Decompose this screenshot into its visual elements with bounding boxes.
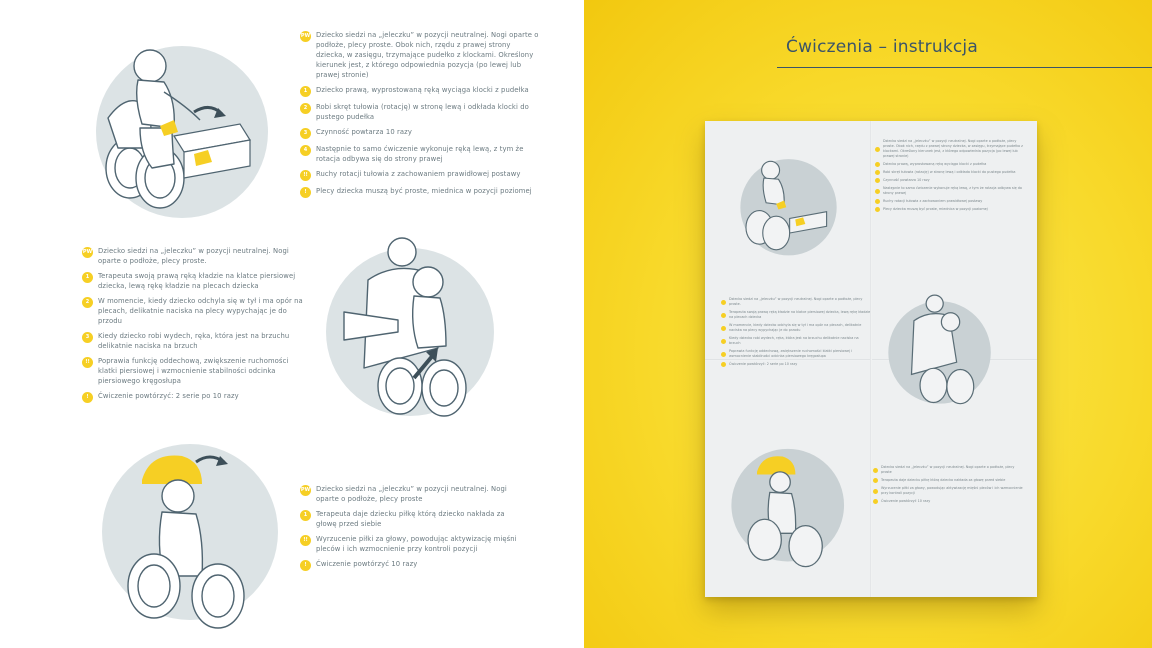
mini-badge — [721, 326, 726, 331]
step-badge: !! — [82, 357, 93, 368]
step-badge: PW — [300, 485, 311, 496]
step-badge: 3 — [82, 332, 93, 343]
mini-step — [875, 139, 1025, 159]
step-badge: ! — [300, 560, 311, 571]
mini-child-rotating-blocks-illustration — [733, 149, 853, 261]
mini-step — [721, 310, 871, 320]
mini-badge — [721, 352, 726, 357]
exercise-1-steps — [300, 30, 540, 203]
mini-step — [875, 199, 1025, 204]
mini-step — [721, 336, 871, 346]
mini-badge — [873, 468, 878, 473]
exercise-1-step-4 — [300, 144, 540, 164]
exercise-3-step-warning — [300, 559, 522, 571]
mini-step — [875, 186, 1025, 196]
mini-step-text: Plecy dziecka muszą być proste, miednica w pozycji poziomej — [883, 207, 988, 211]
mini-step — [875, 207, 1025, 212]
step-text: Robi skręt tułowia (rotację) w stronę lewą i odkłada klocki do pustego pudełka — [316, 103, 529, 121]
mini-step — [873, 465, 1023, 475]
exercise-2-step-2 — [82, 296, 304, 326]
child-lifting-ball-illustration — [92, 436, 292, 640]
step-text: Dziecko siedzi na „jeleczku” w pozycji neutralnej. Nogi oparte o podłoże, plecy proste. Obok nich, rzędu z prawej strony dziecka, w zasięgu, trzymające pudełko z klockami. Określony kierunek jest, z którego odpowiednia pozycja (po lewej lub prawej stronie) — [316, 31, 539, 79]
mini-exercise-1-steps — [875, 139, 1025, 215]
step-text: Następnie to samo ćwiczenie wykonuje ręką lewą, z tym że rotacja odbywa się do strony prawej — [316, 145, 524, 163]
mini-step-text: Dziecko prawą, wyprostowaną ręką wyciąga klocki z pudełka — [883, 162, 987, 166]
step-text: Ćwiczenie powtórzyć 10 razy — [316, 560, 418, 568]
step-badge: 1 — [300, 510, 311, 521]
exercise-2-step-3 — [82, 331, 304, 351]
mini-step — [721, 297, 871, 307]
mini-badge — [873, 499, 878, 504]
mini-badge — [873, 478, 878, 483]
mini-child-lifting-ball-illustration — [725, 435, 853, 583]
exercise-3-steps — [300, 484, 522, 576]
therapist-supporting-child-illustration — [314, 228, 514, 428]
exercise-1-step-warning — [300, 186, 540, 198]
mini-step-text: Robi skręt tułowia (rotację) w stronę lewą i odkłada klocki do pustego pudełka — [883, 170, 1016, 174]
exercise-1-step-1 — [300, 85, 540, 97]
mini-badge — [875, 147, 880, 152]
exercise-3-step-1 — [300, 509, 522, 529]
mini-step — [875, 170, 1025, 175]
mini-step-text: Poprawia funkcję oddechową, zwiększenie ruchomości klatki piersiowej i wzmocnienie stabilności odcinka piersiowego kręgosłupa — [729, 349, 853, 358]
exercise-2-step-note — [82, 356, 304, 386]
step-badge: 1 — [300, 86, 311, 97]
mini-step — [873, 499, 1023, 504]
step-text: Dziecko prawą, wyprostowaną ręką wyciąga klocki z pudełka — [316, 86, 529, 94]
exercise-3-step-note — [300, 534, 522, 554]
title-underline — [777, 67, 1152, 68]
mini-badge — [873, 489, 878, 494]
mini-badge — [875, 207, 880, 212]
step-badge: 2 — [82, 297, 93, 308]
mini-step — [721, 323, 871, 333]
mini-badge — [721, 313, 726, 318]
step-text: Dziecko siedzi na „jeleczku” w pozycji neutralnej. Nogi oparte o podłoże, plecy proste. — [98, 247, 289, 265]
mini-step — [721, 362, 871, 367]
step-text: Wyrzucenie piłki za głowy, powodując aktywizację mięśni pleców i ich wzmocnienie przy kontroli pozycji — [316, 535, 517, 553]
step-text: Kiedy dziecko robi wydech, ręka, która jest na brzuchu delikatnie naciska na brzuch — [98, 332, 290, 350]
step-text: Terapeuta swoją prawą ręką kładzie na klatce piersiowej dziecka, lewą rękę kładzie na plecach dziecka — [98, 272, 296, 290]
mini-badge — [875, 162, 880, 167]
mini-step-text: Wyrzucenie piłki za głowy, powodując aktywizację mięśni pleców i ich wzmocnienie przy kontroli pozycji — [881, 486, 1023, 495]
step-text: Terapeuta daje dziecku piłkę którą dziecko nakłada za głowę przed siebie — [316, 510, 505, 528]
exercise-2-steps — [82, 246, 304, 408]
step-badge: ! — [300, 187, 311, 198]
mini-step-text: W momencie, kiedy dziecko odchyla się w tył i ma opór na plecach, delikatnie naciska na plecy wypychając je do przodu — [729, 323, 862, 332]
mini-step-text: Terapeuta swoją prawą ręką kładzie na klatce piersiowej dziecka, lewą rękę kładzie na plecach dziecka — [729, 310, 871, 319]
mini-step — [721, 349, 871, 359]
exercise-1-step-note — [300, 169, 540, 181]
mini-step-text: Dziecko siedzi na „jeleczku” w pozycji neutralnej. Nogi oparte o podłoże, plecy proste. — [729, 297, 863, 306]
exercise-3-step-pw — [300, 484, 522, 504]
mini-step — [875, 162, 1025, 167]
step-badge: ! — [82, 392, 93, 403]
mini-badge — [721, 300, 726, 305]
step-text: Plecy dziecka muszą być proste, miednica w pozycji poziomej — [316, 187, 532, 195]
mini-badge — [875, 189, 880, 194]
mini-step-text: Ćwiczenie powtórzyć: 2 serie po 10 razy — [729, 362, 798, 366]
printed-instruction-sheet — [705, 121, 1037, 597]
step-text: Dziecko siedzi na „jeleczku” w pozycji neutralnej. Nogi oparte o podłoże, plecy proste — [316, 485, 507, 503]
step-badge: 2 — [300, 103, 311, 114]
step-text: Ruchy rotacji tułowia z zachowaniem prawidłowej postawy — [316, 170, 521, 178]
mini-badge — [721, 362, 726, 367]
mini-step-text: Dziecko siedzi na „jeleczku” w pozycji neutralnej. Nogi oparte o podłoże, plecy proste. Obok nich, rzędu z prawej strony dziecka, w zasięgu, trzymające pudełko z klockami. Określony kierunek jest, z którego odpowiednia pozycja (po lewej lub prawej stronie) — [883, 139, 1023, 158]
step-badge: 3 — [300, 128, 311, 139]
mini-badge — [875, 178, 880, 183]
mini-step — [873, 478, 1023, 483]
mini-therapist-supporting-child-illustration — [881, 285, 1003, 415]
mini-step-text: Czynność powtarza 10 razy — [883, 178, 930, 182]
step-badge: 4 — [300, 145, 311, 156]
exercise-1-step-2 — [300, 102, 540, 122]
mockup-panel-right — [584, 0, 1152, 648]
mini-step-text: Kiedy dziecko robi wydech, ręka, która jest na brzuchu delikatnie naciska na brzuch — [729, 336, 859, 345]
step-text: Ćwiczenie powtórzyć: 2 serie po 10 razy — [98, 392, 239, 400]
step-text: W momencie, kiedy dziecko odchyla się w tył i ma opór na plecach, delikatnie naciska na plecy wypychając je do przodu — [98, 297, 303, 325]
mini-step-text: Ćwiczenie powtórzyć 10 razy — [881, 499, 931, 503]
mini-step-text: Ruchy rotacji tułowia z zachowaniem prawidłowej postawy — [883, 199, 983, 203]
mini-exercise-3-steps — [873, 465, 1023, 507]
child-rotating-blocks-illustration — [90, 28, 290, 228]
exercise-1-step-3 — [300, 127, 540, 139]
exercise-2-step-pw — [82, 246, 304, 266]
mini-badge — [721, 339, 726, 344]
step-badge: !! — [300, 170, 311, 181]
exercise-2-step-1 — [82, 271, 304, 291]
mini-step-text: Terapeuta daje dziecku piłkę którą dziecko nakłada za głowę przed siebie — [881, 478, 1006, 482]
mini-step-text: Następnie to samo ćwiczenie wykonuje ręką lewą, z tym że rotacja odbywa się do strony prawej — [883, 186, 1022, 195]
exercise-2-step-warning — [82, 391, 304, 403]
step-badge: !! — [300, 535, 311, 546]
step-badge: PW — [82, 247, 93, 258]
mini-step — [873, 486, 1023, 496]
mini-badge — [875, 199, 880, 204]
mini-step — [875, 178, 1025, 183]
exercise-1-step-pw — [300, 30, 540, 80]
step-badge: PW — [300, 31, 311, 42]
child-figure — [413, 267, 446, 348]
step-text: Poprawia funkcję oddechową, zwiększenie ruchomości klatki piersiowej i wzmocnienie stabilności odcinka piersiowego kręgosłupa — [98, 357, 289, 385]
page-title: Ćwiczenia – instrukcja — [786, 37, 978, 57]
mini-step-text: Dziecko siedzi na „jeleczku” w pozycji neutralnej. Nogi oparte o podłoże, plecy proste — [881, 465, 1015, 474]
step-badge: 1 — [82, 272, 93, 283]
step-text: Czynność powtarza 10 razy — [316, 128, 412, 136]
mini-exercise-2-steps — [721, 297, 871, 370]
mini-badge — [875, 170, 880, 175]
